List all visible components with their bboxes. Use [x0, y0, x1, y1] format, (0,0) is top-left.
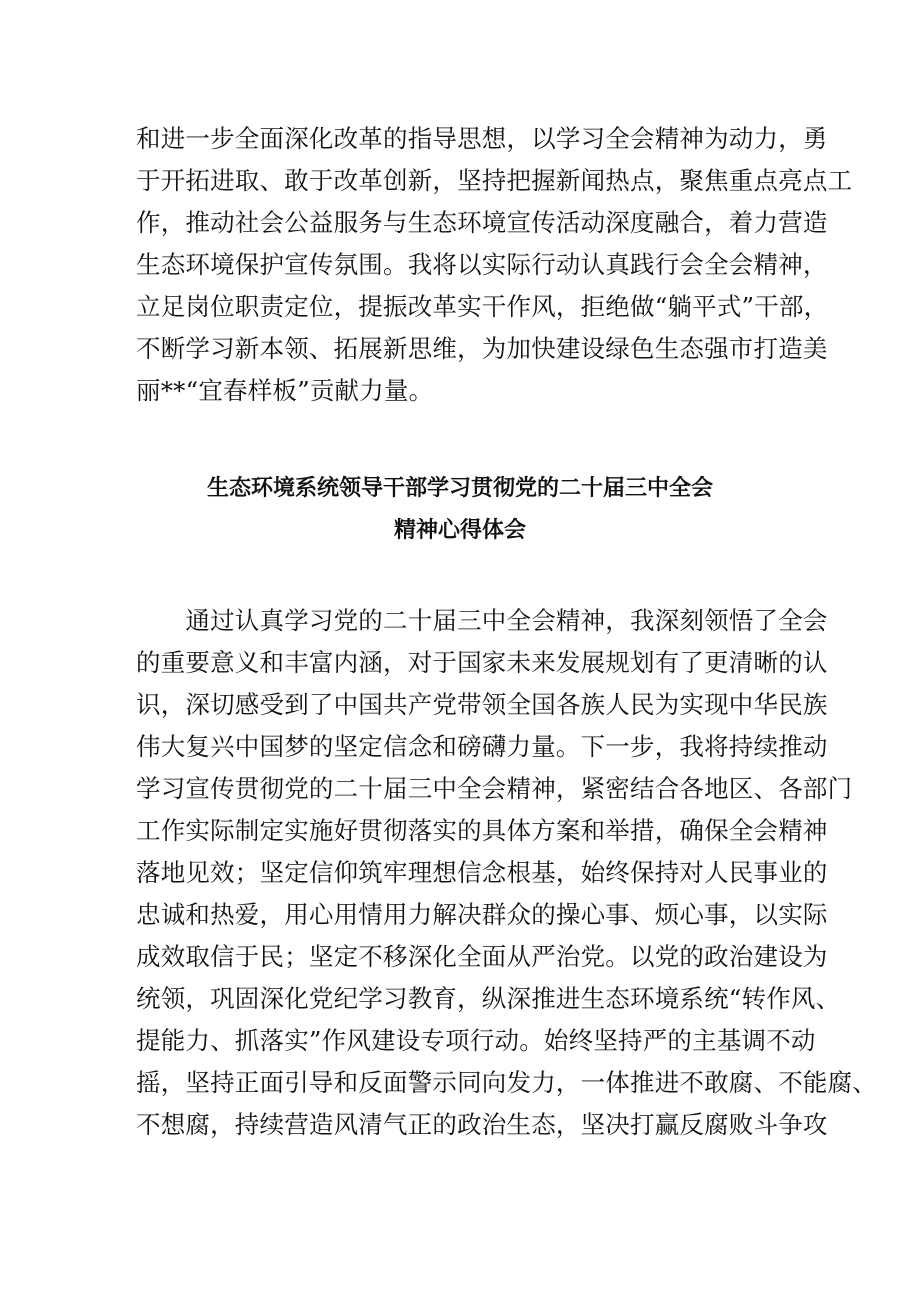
body-line: 忠诚和热爱，用心用情用力解决群众的操心事、烦心事，以实际 — [136, 900, 828, 929]
body-line: 落地见效；坚定信仰筑牢理想信念根基，始终保持对人民事业的 — [136, 858, 828, 887]
intro-line: 和进一步全面深化改革的指导思想，以学习全会精神为动力，勇 — [136, 124, 828, 153]
body-line: 伟大复兴中国梦的坚定信念和磅礴力量。下一步，我将持续推动 — [136, 732, 828, 761]
intro-line: 于开拓进取、敢于改革创新，坚持把握新闻热点，聚焦重点亮点工 — [136, 166, 853, 195]
body-line: 工作实际制定实施好贯彻落实的具体方案和举措，确保全会精神 — [136, 816, 828, 845]
intro-line: 丽**“宜春样板”贡献力量。 — [136, 376, 434, 405]
intro-line: 作，推动社会公益服务与生态环境宣传活动深度融合，着力营造 — [136, 208, 828, 237]
body-line: 不想腐，持续营造风清气正的政治生态，坚决打赢反腐败斗争攻 — [136, 1110, 828, 1139]
body-line: 识，深切感受到了中国共产党带领全国各族人民为实现中华民族 — [136, 690, 828, 719]
intro-line: 不断学习新本领、拓展新思维，为加快建设绿色生态强市打造美 — [136, 334, 828, 363]
body-line: 学习宣传贯彻党的二十届三中全会精神，紧密结合各地区、各部门 — [136, 774, 853, 803]
body-line: 的重要意义和丰富内涵，对于国家未来发展规划有了更清晰的认 — [136, 648, 828, 677]
article-title-continued: 精神心得体会 — [393, 518, 526, 543]
body-line: 提能力、抓落实”作风建设专项行动。始终坚持严的主基调不动 — [136, 1026, 816, 1055]
body-line: 通过认真学习党的二十届三中全会精神，我深刻领悟了全会 — [136, 606, 828, 635]
body-line: 成效取信于民；坚定不移深化全面从严治党。以党的政治建设为 — [136, 942, 828, 971]
body-line: 摇，坚持正面引导和反面警示同向发力，一体推进不敢腐、不能腐、 — [136, 1068, 877, 1097]
intro-line: 立足岗位职责定位，提振改革实干作风，拒绝做“躺平式”干部， — [136, 292, 829, 321]
article-title: 生态环境系统领导干部学习贯彻党的二十届三中全会 — [206, 476, 713, 501]
intro-line: 生态环境保护宣传氛围。我将以实际行动认真践行会全会精神， — [136, 250, 828, 279]
body-line: 统领，巩固深化党纪学习教育，纵深推进生态环境系统“转作风、 — [136, 984, 841, 1013]
